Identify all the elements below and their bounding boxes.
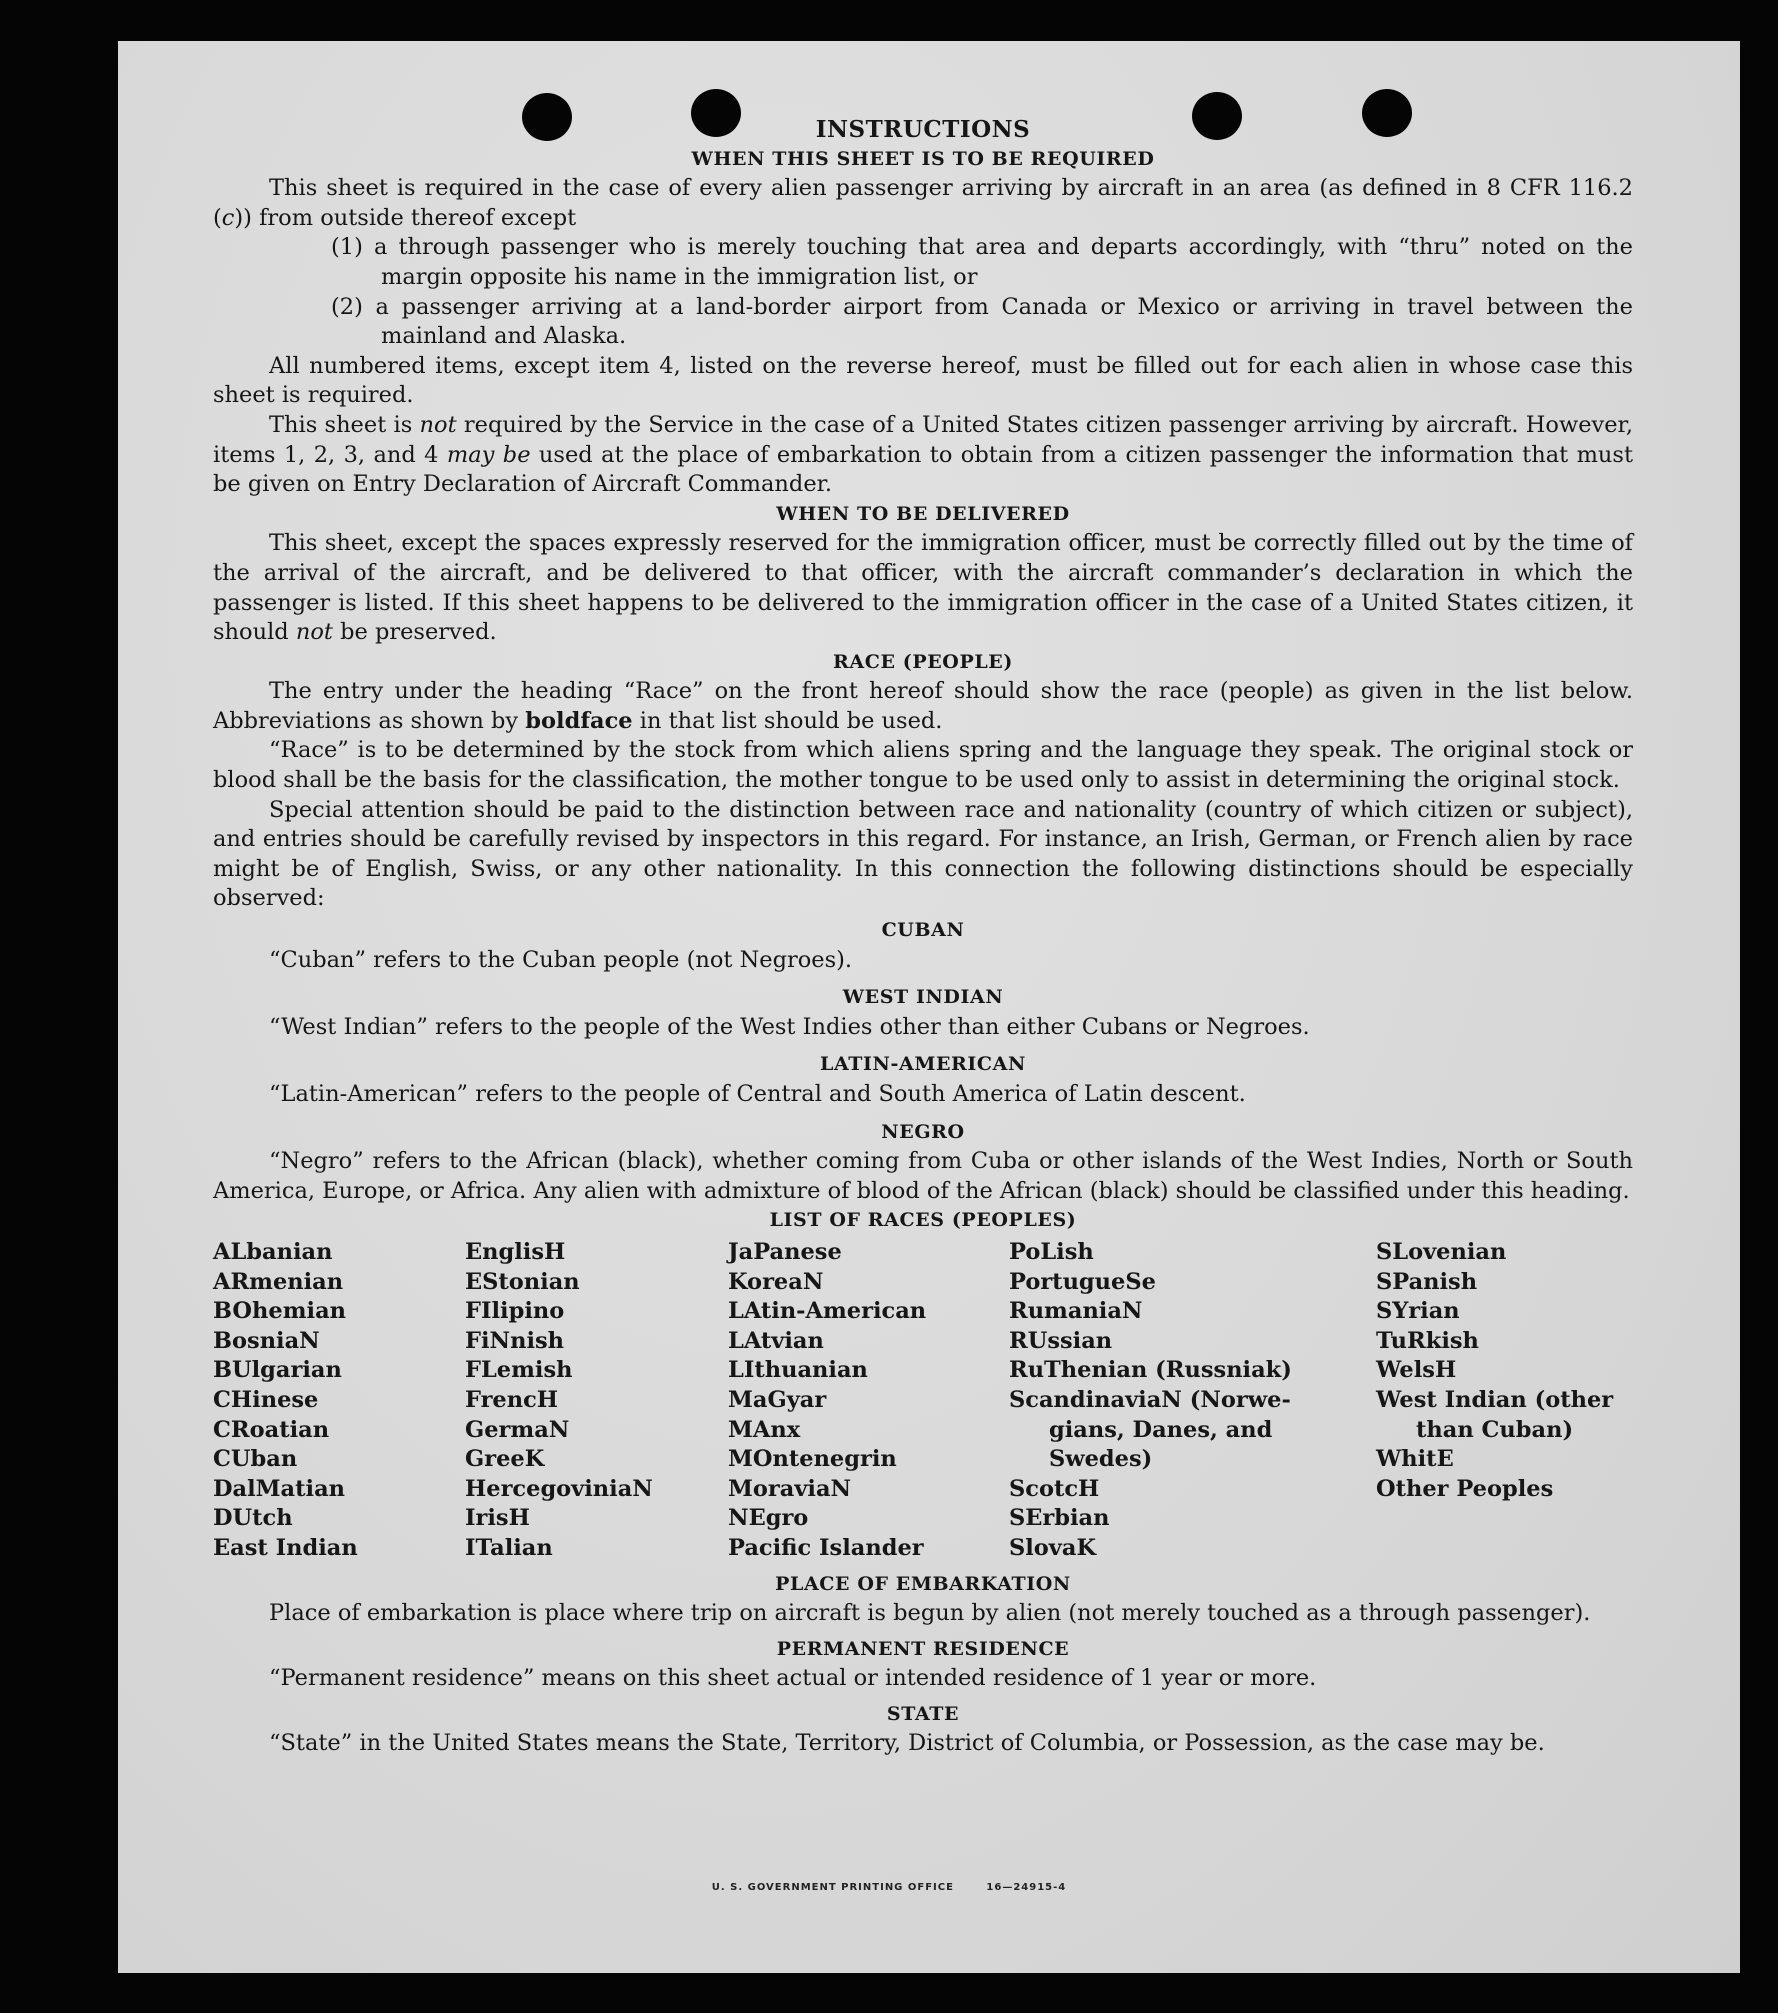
race-entry: SYrian — [1376, 1298, 1460, 1325]
race-entry: PoLish — [1009, 1238, 1094, 1265]
text-segment: “Cuban” refers to the Cuban people (not Negroes). — [269, 946, 853, 973]
race-entry: DUtch — [213, 1505, 293, 1532]
page-title: INSTRUCTIONS — [815, 116, 1031, 143]
text-segment: Place of embarkation is place where trip on aircraft is begun by alien (not merely touched as a through passenger). — [269, 1600, 1591, 1627]
race-entry: PortugueSe — [1009, 1268, 1156, 1295]
section-heading: WHEN TO BE DELIVERED — [776, 502, 1070, 525]
race-column — [728, 1238, 1009, 1564]
section-heading: WHEN THIS SHEET IS TO BE REQUIRED — [691, 147, 1155, 170]
race-entry: BUlgarian — [213, 1357, 342, 1384]
section-heading: RACE (PEOPLE) — [833, 650, 1013, 673]
paragraph — [213, 352, 1633, 411]
paragraph — [213, 677, 1633, 736]
paragraph — [213, 529, 1633, 647]
race-entry: FIlipino — [465, 1298, 565, 1325]
race-entry: JaPanese — [728, 1238, 842, 1265]
section-heading: STATE — [886, 1702, 960, 1725]
paragraph — [213, 1664, 1633, 1694]
race-entry: SlovaK — [1009, 1534, 1097, 1561]
race-entry: CUban — [213, 1446, 298, 1473]
race-entry: MOntenegrin — [728, 1446, 897, 1473]
text-segment: “Negro” refers to the African (black), whether coming from Cuba or other islands of the West Indies, North or South America, Europe, or Africa. Any alien with admixture of blood of the African (black) should be classified under this heading. — [213, 1148, 1633, 1204]
race-entry: FLemish — [465, 1357, 573, 1384]
text-segment: Special attention should be paid to the distinction between race and nationality (country of which citizen or subject), and entries should be carefully revised by inspectors in this regard. For instance, an Irish, German, or French alien by race might be of English, Swiss, or any other nationality. In this connection the following distinctions should be especially observed: — [213, 796, 1633, 912]
paragraph — [213, 796, 1633, 914]
text-segment: be preserved. — [332, 619, 497, 646]
text-segment: “Permanent residence” means on this sheet actual or intended residence of 1 year or more. — [269, 1665, 1317, 1692]
race-entry: ScotcH — [1009, 1475, 1100, 1502]
instructions-content — [213, 115, 1633, 1759]
race-entry: WelsH — [1376, 1357, 1457, 1384]
section-heading: NEGRO — [881, 1120, 965, 1143]
text-segment: All numbered items, except item 4, listed on the reverse hereof, must be filled out for each alien in whose case this sheet is required. — [213, 352, 1633, 409]
race-list — [213, 1238, 1633, 1564]
race-entry: IrisH — [465, 1505, 530, 1532]
race-entry: BosniaN — [213, 1327, 320, 1354]
race-entry: RumaniaN — [1009, 1298, 1143, 1325]
form-number: 16—24915-4 — [986, 1882, 1067, 1893]
paragraph — [213, 946, 1633, 976]
paragraph — [213, 736, 1633, 795]
race-column — [465, 1238, 728, 1564]
race-entry: RUssian — [1009, 1327, 1113, 1354]
race-entry: EnglisH — [465, 1238, 566, 1265]
text-segment: in that list should be used. — [632, 707, 943, 734]
race-entry: Pacific Islander — [728, 1534, 924, 1561]
text-segment: used at the place of embarkation to obtain from a citizen passenger the information that must be given on Entry Declaration of Aircraft Commander. — [213, 441, 1633, 498]
race-entry: RuThenian (Russniak) — [1009, 1357, 1292, 1384]
text-segment: This sheet is — [269, 411, 420, 438]
race-entry: ITalian — [465, 1534, 553, 1561]
section-heading: LATIN-AMERICAN — [820, 1053, 1026, 1076]
race-column — [1009, 1238, 1376, 1564]
section-heading: WEST INDIAN — [842, 986, 1004, 1009]
race-entry: gians, Danes, and — [1049, 1416, 1273, 1443]
paragraph — [213, 411, 1633, 500]
race-entry: LAtin-American — [728, 1298, 927, 1325]
race-entry: SLovenian — [1376, 1238, 1507, 1265]
paragraph — [213, 174, 1633, 233]
paragraph — [213, 1599, 1633, 1629]
italic-text: not — [419, 411, 457, 438]
paragraph — [213, 1080, 1633, 1110]
race-entry: HercegoviniaN — [465, 1475, 653, 1502]
paragraph — [213, 1013, 1633, 1043]
italic-text: not — [295, 619, 333, 646]
text-segment: required by the Service in the case of a United States citizen passenger arriving by aircraft. However, items 1, 2, 3, and 4 — [213, 411, 1633, 468]
race-entry: EStonian — [465, 1268, 580, 1295]
printer-name: U. S. GOVERNMENT PRINTING OFFICE — [711, 1882, 954, 1893]
section-heading: CUBAN — [881, 919, 965, 942]
race-entry: GreeK — [465, 1446, 545, 1473]
race-entry: ARmenian — [213, 1268, 344, 1295]
race-entry: MoraviaN — [728, 1475, 852, 1502]
text-segment: The entry under the heading “Race” on the front hereof should show the race (people) as given in the list below. Abbreviations as shown by — [213, 678, 1633, 734]
text-segment: This sheet is required in the case of every alien passenger arriving by aircraft in an area (as defined in 8 CFR 116.2 ( — [213, 175, 1633, 231]
race-entry: LAtvian — [728, 1327, 824, 1354]
section-heading: PLACE OF EMBARKATION — [775, 1572, 1071, 1595]
race-entry: TuRkish — [1376, 1327, 1479, 1354]
race-column — [213, 1238, 465, 1564]
race-entry: ScandinaviaN (Norwe- — [1009, 1386, 1291, 1413]
race-entry: SErbian — [1009, 1505, 1110, 1532]
race-entry: East Indian — [213, 1534, 358, 1561]
race-entry: BOhemian — [213, 1298, 347, 1325]
text-segment: “Race” is to be determined by the stock from which aliens spring and the language they speak. The original stock or blood shall be the basis for the classification, the mother tongue to be used only to assist in determining the original stock. — [213, 737, 1633, 794]
section-heading: PERMANENT RESIDENCE — [776, 1637, 1070, 1660]
text-segment: (2) a passenger arriving at a land-border airport from Canada or Mexico or arriving in travel between the mainland and Alaska. — [331, 293, 1633, 350]
race-entry: KoreaN — [728, 1268, 824, 1295]
text-segment: (1) a through passenger who is merely touching that area and departs accordingly, with “thru” noted on the margin opposite his name in the immigration list, or — [331, 234, 1633, 290]
printer-imprint — [0, 1882, 1778, 1893]
race-entry: Other Peoples — [1376, 1475, 1554, 1502]
bold-text: boldface — [525, 707, 633, 734]
text-segment: “West Indian” refers to the people of the West Indies other than either Cubans or Negroes. — [269, 1013, 1310, 1040]
race-column — [1376, 1238, 1633, 1564]
race-entry: West Indian (other — [1376, 1386, 1614, 1413]
exception-item — [213, 233, 1633, 292]
race-entry: GermaN — [465, 1416, 570, 1443]
italic-text: may be — [446, 441, 531, 468]
text-segment: “State” in the United States means the State, Territory, District of Columbia, or Possession, as the case may be. — [269, 1730, 1545, 1757]
race-entry: FiNnish — [465, 1327, 565, 1354]
race-entry: LIthuanian — [728, 1357, 868, 1384]
section-heading: LIST OF RACES (PEOPLES) — [769, 1209, 1077, 1232]
race-entry: than Cuban) — [1416, 1416, 1574, 1443]
race-entry: DalMatian — [213, 1475, 346, 1502]
race-entry: Swedes) — [1049, 1446, 1153, 1473]
paragraph — [213, 1729, 1633, 1759]
race-entry: ALbanian — [213, 1238, 333, 1265]
italic-text: c — [221, 204, 235, 231]
paragraph — [213, 1147, 1633, 1206]
race-entry: MAnx — [728, 1416, 801, 1443]
race-entry: MaGyar — [728, 1386, 827, 1413]
race-entry: SPanish — [1376, 1268, 1478, 1295]
text-segment: )) from outside thereof except — [234, 204, 577, 231]
race-entry: CRoatian — [213, 1416, 330, 1443]
race-entry: CHinese — [213, 1386, 319, 1413]
exception-item — [213, 293, 1633, 352]
race-entry: WhitE — [1376, 1446, 1454, 1473]
text-segment: This sheet, except the spaces expressly reserved for the immigration officer, must be correctly filled out by the time of the arrival of the aircraft, and be delivered to that officer, with the aircraft commander’s declaration in which the passenger is listed. If this sheet happens to be delivered to the immigration officer in the case of a United States citizen, it should — [213, 530, 1633, 646]
race-entry: NEgro — [728, 1505, 809, 1532]
race-entry: FrencH — [465, 1386, 559, 1413]
text-segment: “Latin-American” refers to the people of Central and South America of Latin descent. — [269, 1081, 1246, 1107]
